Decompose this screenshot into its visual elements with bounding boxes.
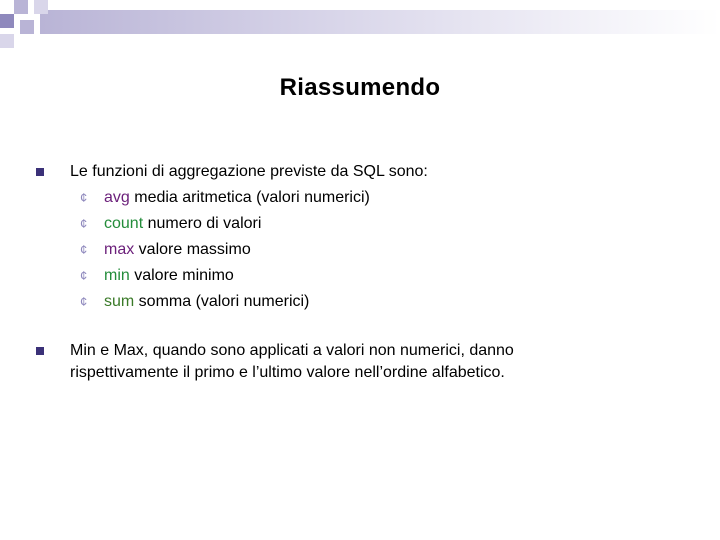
sub-bullet-item [36,263,428,289]
sub-bullet-text: numero di valori [143,215,262,232]
slide-title: Riassumendo [279,74,441,101]
bullet-text: Le funzioni di aggregazione previste da SQL sono: [70,163,428,180]
decoration-square [20,20,34,34]
bullet-list-item [36,340,514,384]
square-bullet-icon [36,168,44,176]
sub-bullet-icon: ¢ [80,242,88,257]
decoration-square [0,34,14,48]
sub-bullet-icon: ¢ [80,268,88,283]
keyword-count: count [104,215,144,232]
sub-bullet-icon: ¢ [80,216,88,231]
sub-bullet-text: somma (valori numerici) [134,293,310,310]
keyword-max: max [104,241,135,258]
bullet-list-item [36,159,428,315]
bullet-text: Min e Max, quando sono applicati a valori non numerici, danno [70,342,514,359]
keyword-sum: sum [104,293,135,310]
top-decoration-bar [40,10,720,34]
keyword-avg: avg [104,189,130,206]
sub-bullet-item [36,185,428,211]
square-bullet-icon [36,347,44,355]
sub-bullet-item [36,237,428,263]
sub-bullet-item [36,289,428,315]
bullet-text: rispettivamente il primo e l’ultimo valore nell’ordine alfabetico. [70,364,505,381]
decoration-square [34,0,48,14]
sub-bullet-text: valore massimo [134,241,251,258]
sub-bullet-text: valore minimo [129,267,234,284]
sub-bullet-text: media aritmetica (valori numerici) [129,189,370,206]
sub-bullet-icon: ¢ [80,190,88,205]
sub-bullet-item [36,211,428,237]
decoration-square [14,0,28,14]
decoration-square [0,14,14,28]
sub-bullet-icon: ¢ [80,294,88,309]
keyword-min: min [104,267,130,284]
